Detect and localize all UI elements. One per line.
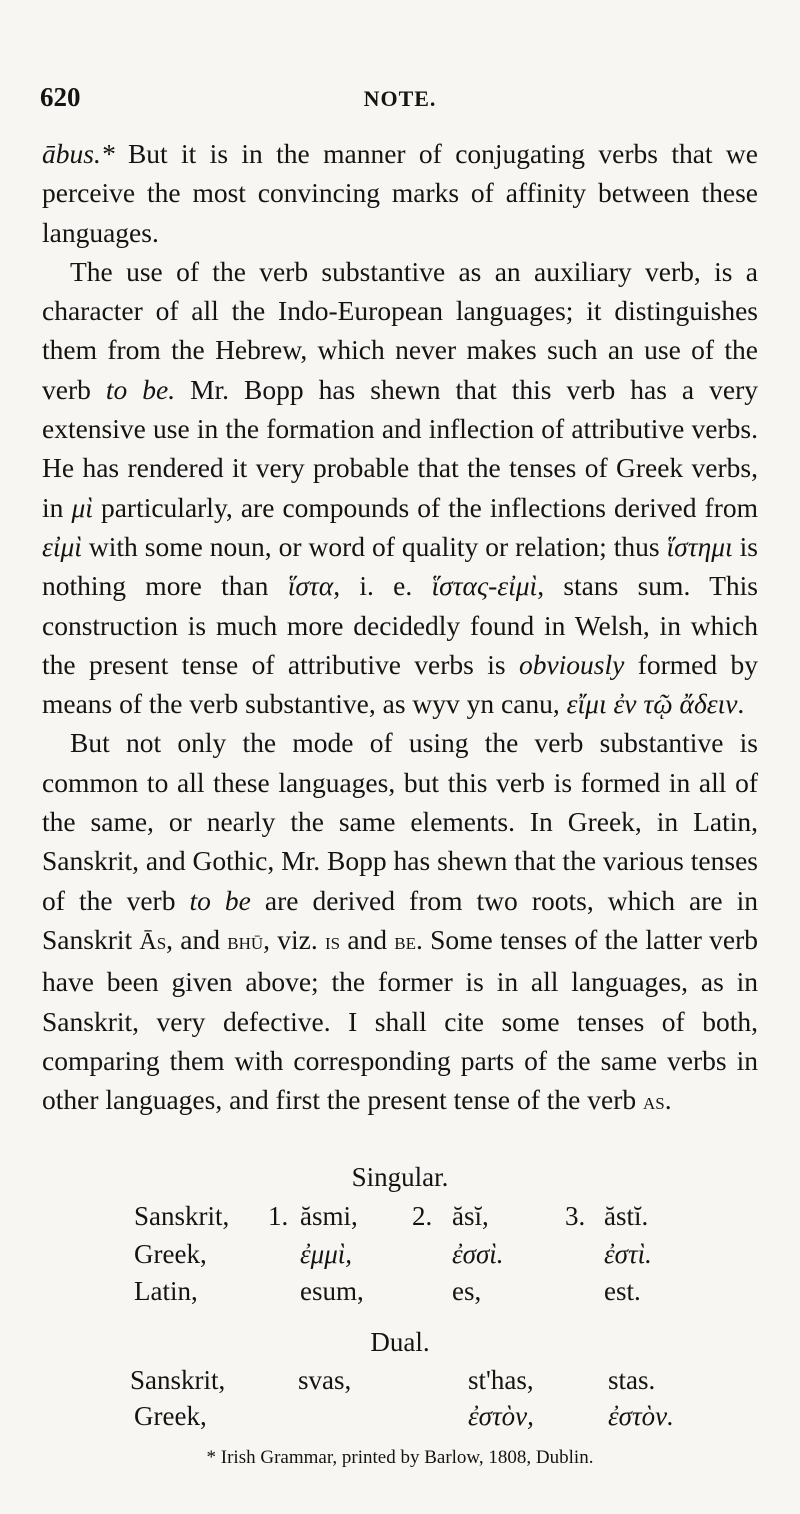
singular-heading: Singular. (351, 1162, 449, 1192)
verb-form: ἐστὸν, (468, 1401, 534, 1431)
verb-form: svas, (298, 1365, 352, 1395)
verb-form: ἐσσὶ. (452, 1239, 504, 1269)
language-label: Greek, (134, 1239, 207, 1269)
language-label: Sanskrit, (134, 1201, 230, 1231)
text-run: . (737, 688, 745, 720)
language-label: Greek, (134, 1401, 207, 1431)
verb-form: ἐστὶ. (604, 1239, 652, 1269)
small-caps-run: is (324, 928, 341, 955)
dual-row-greek (0, 1401, 800, 1439)
text-run: , viz. (263, 923, 325, 955)
person-number: 3. (565, 1201, 586, 1231)
text-run: . (664, 1084, 672, 1116)
text-run: , and (166, 923, 228, 955)
small-caps-run: as (642, 1089, 665, 1116)
body-text (42, 134, 758, 1122)
person-number: 1. (268, 1201, 289, 1231)
dual-row-sanskrit (0, 1365, 800, 1403)
verb-form: ăsĭ, (452, 1201, 489, 1231)
text-run: But it is in the manner of conjugating verbs that we perceive the most convincing marks of affinity between these languages. (42, 138, 758, 248)
page-number: 620 (40, 82, 81, 112)
italic-run: to be. (105, 373, 176, 405)
verb-form: ăsmi, (300, 1201, 358, 1231)
italic-run: ἵστας-εἰμὶ (431, 570, 538, 602)
text-run: is nothing more than (42, 530, 759, 602)
text-run: , i. e. (333, 570, 432, 602)
paragraph-continuation (42, 134, 758, 252)
text-run: particularly, are compounds of the inflections derived from (92, 491, 759, 523)
paragraph-two-roots (42, 723, 758, 1122)
italic-run: μὶ (71, 491, 93, 523)
footnote: * Irish Grammar, printed by Barlow, 1808, Dublin. (206, 1447, 594, 1468)
text-run: are derived from two roots, which are in Sanskrit (42, 884, 758, 955)
text-run: Mr. Bopp has shewn that this verb has a very extensive use in the formation and inflection of attributive verbs. He has rendered it very probable that the tenses of Greek verbs, in (42, 373, 758, 523)
small-caps-run: bhū (227, 928, 264, 955)
paragraph-verb-substantive (42, 252, 758, 724)
italic-run: ἵστημι (666, 530, 733, 562)
verb-form: ăstĭ. (604, 1201, 649, 1231)
text-run: formed by means of the verb substantive, as wyv yn canu, (42, 648, 758, 720)
italic-run: obviously (518, 648, 625, 680)
verb-form: esum, (300, 1276, 364, 1306)
language-label: Latin, (134, 1276, 198, 1306)
text-run: with some noun, or word of quality or relation; thus (81, 530, 667, 562)
verb-form: es, (452, 1276, 482, 1306)
person-number: 2. (412, 1201, 433, 1231)
small-caps-run: Ās (139, 928, 167, 955)
singular-row-greek (0, 1239, 800, 1277)
italic-run: ἵστα (287, 570, 334, 602)
text-run: , stans sum. This construction is much more decidedly found in Welsh, in which the present tense of attributive verbs is (42, 570, 758, 680)
italic-run: ābus.* (42, 138, 115, 169)
text-run: . Some tenses of the latter verb have been given above; the former is in all languages, as in Sanskrit, very defective. I shall cite some tenses of both, comparing them with corresponding parts of the same verbs in other languages, and first the present tense of the verb (42, 923, 758, 1116)
dual-heading: Dual. (370, 1327, 430, 1357)
singular-row-sanskrit (0, 1201, 800, 1239)
verb-form: ἐμμὶ, (300, 1239, 352, 1269)
verb-form: stas. (608, 1365, 656, 1395)
verb-form: est. (604, 1276, 641, 1306)
singular-row-latin (0, 1276, 800, 1314)
text-run: The use of the verb substantive as an auxiliary verb, is a character of all the Indo-European languages; it distinguishes them from the Hebrew, which never makes such an use of the verb (42, 255, 758, 405)
text-run: and (340, 923, 395, 955)
italic-run: εἴμι ἐν τῷ ἄδειν (566, 688, 738, 720)
running-head: NOTE. (363, 86, 437, 111)
verb-form: st'has, (468, 1365, 534, 1395)
italic-run: εἰμὶ (42, 530, 82, 562)
language-label: Sanskrit, (130, 1365, 226, 1395)
small-caps-run: be (394, 928, 417, 955)
verb-form: ἐστὸν. (608, 1401, 674, 1431)
italic-run: to be (189, 884, 251, 916)
text-run: But not only the mode of using the verb substantive is common to all these languages, but this verb is formed in all of the same, or nearly the same elements. In Greek, in Latin, Sanskrit, and Gothic, Mr. Bopp has shewn that the various tenses of the verb (42, 727, 758, 916)
